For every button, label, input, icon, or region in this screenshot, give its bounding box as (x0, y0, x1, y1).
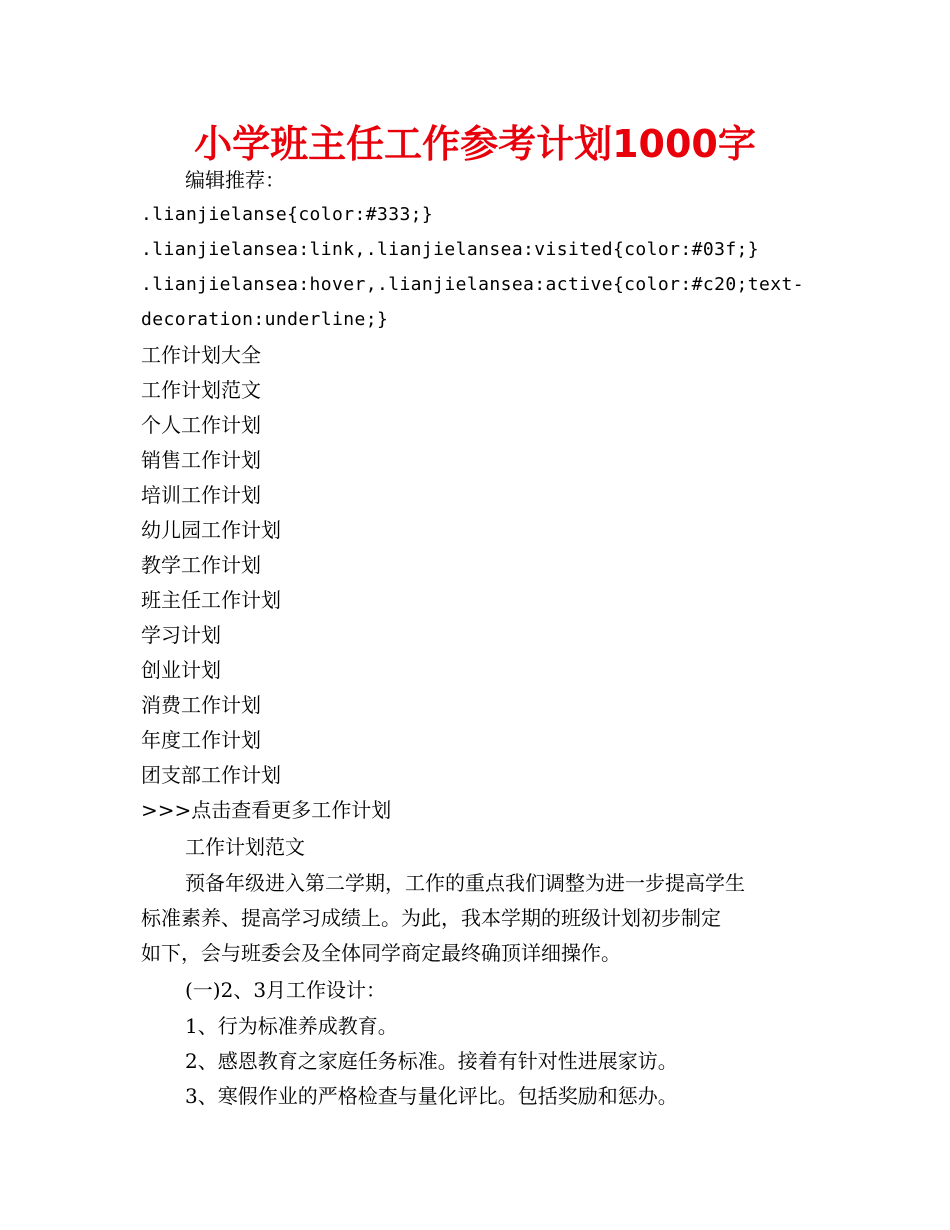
paragraph-line: 预备年级进入第二学期，工作的重点我们调整为进一步提高学生 (185, 871, 745, 895)
paragraph-line: 标准素养、提高学习成绩上。为此，我本学期的班级计划初步制定 (141, 906, 721, 930)
css-line: decoration:underline;} (141, 309, 389, 330)
link-personal-work-plan[interactable]: 个人工作计划 (141, 413, 261, 437)
link-work-plan-collection[interactable]: 工作计划大全 (141, 343, 261, 367)
link-consumption-work-plan[interactable]: 消费工作计划 (141, 693, 261, 717)
list-item: 1、行为标准养成教育。 (185, 1014, 398, 1038)
css-line: .lianjielanse{color:#333;} (141, 204, 434, 225)
css-line: .lianjielansea:hover,.lianjielansea:active{color:#c20;text- (141, 274, 804, 295)
document-title: 小学班主任工作参考计划1000字 (194, 122, 756, 166)
link-annual-work-plan[interactable]: 年度工作计划 (141, 728, 261, 752)
link-study-plan[interactable]: 学习计划 (141, 623, 221, 647)
link-kindergarten-work-plan[interactable]: 幼儿园工作计划 (141, 518, 281, 542)
subsection-heading: (一)2、3月工作设计： (185, 978, 387, 1002)
link-training-work-plan[interactable]: 培训工作计划 (141, 483, 261, 507)
link-teaching-work-plan[interactable]: 教学工作计划 (141, 553, 261, 577)
link-sales-work-plan[interactable]: 销售工作计划 (141, 448, 261, 472)
paragraph-line: 如下，会与班委会及全体同学商定最终确顶详细操作。 (141, 941, 621, 965)
section-heading: 工作计划范文 (185, 835, 305, 859)
css-line: .lianjielansea:link,.lianjielansea:visited{color:#03f;} (141, 239, 760, 260)
link-class-teacher-work-plan[interactable]: 班主任工作计划 (141, 588, 281, 612)
link-youth-league-work-plan[interactable]: 团支部工作计划 (141, 763, 281, 787)
link-startup-plan[interactable]: 创业计划 (141, 658, 221, 682)
list-item: 3、寒假作业的严格检查与量化评比。包括奖励和惩办。 (185, 1084, 678, 1108)
list-item: 2、感恩教育之家庭任务标准。接着有针对性进展家访。 (185, 1049, 678, 1073)
link-work-plan-samples[interactable]: 工作计划范文 (141, 378, 261, 402)
editor-recommend-label: 编辑推荐： (185, 168, 285, 192)
more-work-plans-link[interactable]: >>>点击查看更多工作计划 (141, 798, 392, 822)
